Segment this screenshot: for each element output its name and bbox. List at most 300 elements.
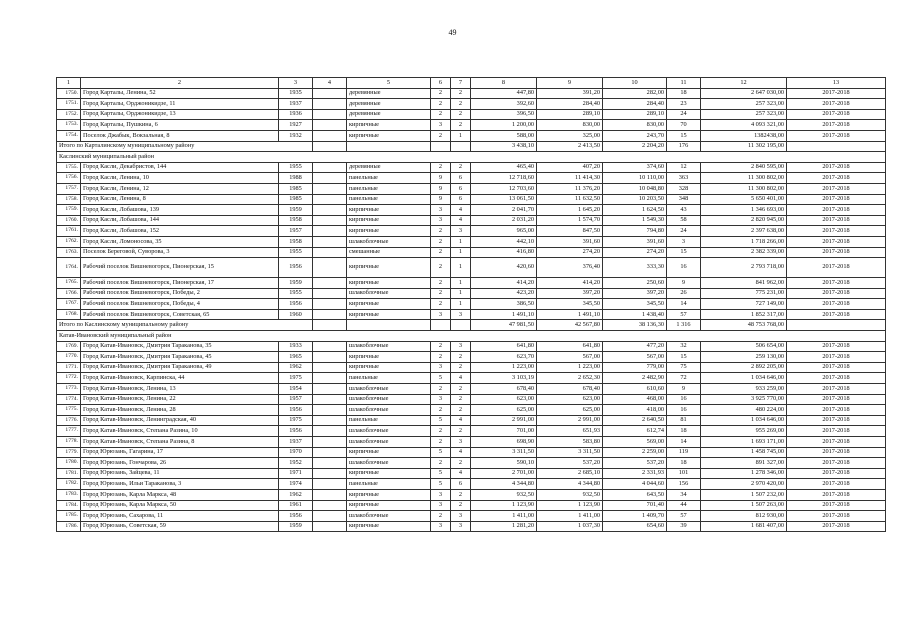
repair-cost-cell: 1 346 693,00	[701, 205, 787, 216]
row-index-cell: 1766.	[57, 288, 81, 299]
district-total-row	[57, 320, 886, 331]
floors-cell: 2	[431, 99, 451, 110]
year-commission-cell	[313, 384, 347, 395]
wall-material-cell: кирпичные	[347, 278, 431, 289]
residents-cell: 156	[667, 479, 701, 490]
total-area-cell: 625,00	[471, 405, 537, 416]
total-area-cell: 416,80	[471, 247, 537, 258]
address-cell: Рабочий поселок Вишневогорск, Советская, 65	[81, 309, 279, 320]
table-row	[57, 362, 886, 373]
residents-cell: 34	[667, 489, 701, 500]
floors-cell: 9	[431, 194, 451, 205]
residents-cell: 23	[667, 99, 701, 110]
column-number-cell: 11	[667, 78, 701, 89]
residents-cell: 15	[667, 352, 701, 363]
column-number-cell: 10	[603, 78, 667, 89]
wall-material-cell: кирпичные	[347, 226, 431, 237]
repair-cost-cell: 727 149,00	[701, 299, 787, 310]
period-cell: 2017-2018	[787, 341, 886, 352]
row-index-cell: 1752.	[57, 109, 81, 120]
period-cell: 2017-2018	[787, 384, 886, 395]
year-built-cell: 1985	[279, 183, 313, 194]
table-row	[57, 288, 886, 299]
residents-cell: 363	[667, 173, 701, 184]
floors-cell: 2	[431, 162, 451, 173]
period-cell: 2017-2018	[787, 226, 886, 237]
entrances-cell: 1	[451, 278, 471, 289]
wall-material-cell: кирпичные	[347, 120, 431, 131]
floors-cell: 3	[431, 362, 451, 373]
repair-cost-cell: 48 753 768,00	[701, 320, 787, 331]
row-index-cell: 1762.	[57, 236, 81, 247]
private-area-cell: 289,10	[603, 109, 667, 120]
address-cell: Город Юрюзань, Сахарова, 11	[81, 511, 279, 522]
entrances-cell: 3	[451, 511, 471, 522]
repair-cost-cell: 506 654,00	[701, 341, 787, 352]
year-built-cell: 1955	[279, 162, 313, 173]
floors-cell: 2	[431, 247, 451, 258]
entrances-cell: 1	[451, 236, 471, 247]
floors-cell: 2	[431, 299, 451, 310]
private-area-cell: 250,60	[603, 278, 667, 289]
living-area-cell: 932,50	[537, 489, 603, 500]
living-area-cell: 42 567,80	[537, 320, 603, 331]
private-area-cell: 2 640,50	[603, 415, 667, 426]
row-index-cell: 1768.	[57, 309, 81, 320]
table-row	[57, 447, 886, 458]
table-row	[57, 489, 886, 500]
wall-material-cell: панельные	[347, 415, 431, 426]
residents-cell: 57	[667, 309, 701, 320]
living-area-cell: 2 413,50	[537, 141, 603, 152]
period-cell: 2017-2018	[787, 120, 886, 131]
table-row	[57, 278, 886, 289]
private-area-cell: 418,00	[603, 405, 667, 416]
private-area-cell: 654,60	[603, 521, 667, 532]
residents-cell: 9	[667, 384, 701, 395]
floors-cell: 2	[431, 236, 451, 247]
empty-cell	[431, 141, 451, 152]
period-cell: 2017-2018	[787, 394, 886, 405]
private-area-cell: 1 549,30	[603, 215, 667, 226]
total-area-cell: 590,10	[471, 458, 537, 469]
year-built-cell: 1958	[279, 215, 313, 226]
period-cell: 2017-2018	[787, 447, 886, 458]
table-row	[57, 247, 886, 258]
living-area-cell: 3 311,50	[537, 447, 603, 458]
year-commission-cell	[313, 205, 347, 216]
repair-cost-cell: 1382438,00	[701, 130, 787, 141]
floors-cell: 5	[431, 479, 451, 490]
year-built-cell: 1975	[279, 415, 313, 426]
floors-cell: 2	[431, 458, 451, 469]
period-cell: 2017-2018	[787, 109, 886, 120]
private-area-cell: 2 331,93	[603, 468, 667, 479]
entrances-cell: 1	[451, 130, 471, 141]
private-area-cell: 2 204,20	[603, 141, 667, 152]
year-built-cell: 1975	[279, 373, 313, 384]
residents-cell: 3	[667, 236, 701, 247]
year-commission-cell	[313, 173, 347, 184]
row-index-cell: 1775.	[57, 405, 81, 416]
period-cell: 2017-2018	[787, 352, 886, 363]
private-area-cell: 779,00	[603, 362, 667, 373]
period-cell: 2017-2018	[787, 458, 886, 469]
table-row	[57, 479, 886, 490]
floors-cell: 2	[431, 511, 451, 522]
year-commission-cell	[313, 288, 347, 299]
table-row	[57, 215, 886, 226]
entrances-cell: 2	[451, 458, 471, 469]
floors-cell: 2	[431, 109, 451, 120]
entrances-cell: 4	[451, 447, 471, 458]
floors-cell: 2	[431, 405, 451, 416]
address-cell: Город Катав-Ивановск, Ленина, 13	[81, 384, 279, 395]
entrances-cell: 6	[451, 194, 471, 205]
row-index-cell: 1781.	[57, 468, 81, 479]
floors-cell: 2	[431, 88, 451, 99]
address-cell: Город Касли, Декабристов, 144	[81, 162, 279, 173]
district-section-row	[57, 152, 886, 163]
floors-cell: 9	[431, 183, 451, 194]
table-row	[57, 299, 886, 310]
total-area-cell: 1 123,90	[471, 500, 537, 511]
year-commission-cell	[313, 299, 347, 310]
total-area-cell: 414,20	[471, 278, 537, 289]
wall-material-cell: шлакоблочные	[347, 384, 431, 395]
wall-material-cell: шлакоблочные	[347, 394, 431, 405]
floors-cell: 3	[431, 489, 451, 500]
period-cell: 2017-2018	[787, 130, 886, 141]
repair-cost-cell: 1 034 646,00	[701, 415, 787, 426]
total-area-cell: 2 041,70	[471, 205, 537, 216]
row-index-cell: 1764.	[57, 258, 81, 278]
address-cell: Город Юрюзань, Советская, 59	[81, 521, 279, 532]
address-cell: Город Касли, Ленина, 8	[81, 194, 279, 205]
year-commission-cell	[313, 215, 347, 226]
entrances-cell: 2	[451, 162, 471, 173]
residents-cell: 44	[667, 500, 701, 511]
private-area-cell: 612,74	[603, 426, 667, 437]
wall-material-cell: кирпичные	[347, 299, 431, 310]
address-cell: Город Касли, Ленина, 10	[81, 173, 279, 184]
living-area-cell: 847,50	[537, 226, 603, 237]
year-built-cell: 1970	[279, 447, 313, 458]
residents-cell: 81	[667, 415, 701, 426]
repair-cost-cell: 1 507 232,00	[701, 489, 787, 500]
repair-cost-cell: 1 852 317,00	[701, 309, 787, 320]
year-commission-cell	[313, 109, 347, 120]
living-area-cell: 678,40	[537, 384, 603, 395]
year-built-cell: 1957	[279, 226, 313, 237]
living-area-cell: 2 652,30	[537, 373, 603, 384]
repair-cost-cell: 11 300 802,00	[701, 173, 787, 184]
year-built-cell: 1935	[279, 88, 313, 99]
table-row	[57, 109, 886, 120]
repair-cost-cell: 2 840 595,00	[701, 162, 787, 173]
address-cell: Рабочий поселок Вишневогорск, Пионерская, 15	[81, 258, 279, 278]
year-commission-cell	[313, 226, 347, 237]
year-commission-cell	[313, 468, 347, 479]
repair-cost-cell: 11 302 195,00	[701, 141, 787, 152]
entrances-cell: 4	[451, 415, 471, 426]
year-built-cell: 1952	[279, 458, 313, 469]
wall-material-cell: кирпичные	[347, 352, 431, 363]
address-cell: Город Катав-Ивановск, Карпинска, 44	[81, 373, 279, 384]
floors-cell: 5	[431, 373, 451, 384]
total-area-cell: 2 031,20	[471, 215, 537, 226]
living-area-cell: 11 414,30	[537, 173, 603, 184]
living-area-cell: 651,93	[537, 426, 603, 437]
period-cell: 2017-2018	[787, 479, 886, 490]
wall-material-cell: деревянные	[347, 88, 431, 99]
residents-cell: 348	[667, 194, 701, 205]
year-built-cell: 1974	[279, 479, 313, 490]
private-area-cell: 284,40	[603, 99, 667, 110]
year-built-cell: 1959	[279, 521, 313, 532]
empty-cell	[787, 141, 886, 152]
repair-cost-cell: 1 278 346,00	[701, 468, 787, 479]
entrances-cell: 2	[451, 394, 471, 405]
living-area-cell: 345,50	[537, 299, 603, 310]
entrances-cell: 4	[451, 468, 471, 479]
year-built-cell: 1985	[279, 194, 313, 205]
table-row	[57, 236, 886, 247]
year-built-cell: 1958	[279, 236, 313, 247]
year-built-cell: 1955	[279, 247, 313, 258]
column-number-cell: 1	[57, 78, 81, 89]
wall-material-cell: кирпичные	[347, 205, 431, 216]
repair-cost-cell: 812 930,00	[701, 511, 787, 522]
year-commission-cell	[313, 511, 347, 522]
year-built-cell: 1959	[279, 278, 313, 289]
floors-cell: 2	[431, 384, 451, 395]
year-commission-cell	[313, 247, 347, 258]
table-row	[57, 226, 886, 237]
residents-cell: 9	[667, 278, 701, 289]
private-area-cell: 397,20	[603, 288, 667, 299]
living-area-cell: 407,20	[537, 162, 603, 173]
private-area-cell: 567,00	[603, 352, 667, 363]
private-area-cell: 537,20	[603, 458, 667, 469]
row-index-cell: 1776.	[57, 415, 81, 426]
living-area-cell: 284,40	[537, 99, 603, 110]
address-cell: Город Касли, Лобашова, 144	[81, 215, 279, 226]
total-area-cell: 386,50	[471, 299, 537, 310]
year-built-cell: 1960	[279, 309, 313, 320]
address-cell: Город Карталы, Орджоникидзе, 11	[81, 99, 279, 110]
private-area-cell: 701,40	[603, 500, 667, 511]
row-index-cell: 1772.	[57, 373, 81, 384]
district-total-label: Итого по Карталинскому муниципальному району	[57, 141, 313, 152]
wall-material-cell: шлакоблочные	[347, 511, 431, 522]
floors-cell: 5	[431, 447, 451, 458]
year-commission-cell	[313, 426, 347, 437]
repair-cost-cell: 3 925 770,00	[701, 394, 787, 405]
total-area-cell: 965,00	[471, 226, 537, 237]
floors-cell: 3	[431, 309, 451, 320]
wall-material-cell: шлакоблочные	[347, 288, 431, 299]
table-row	[57, 415, 886, 426]
table-row	[57, 426, 886, 437]
total-area-cell: 3 438,10	[471, 141, 537, 152]
year-commission-cell	[313, 405, 347, 416]
living-area-cell: 274,20	[537, 247, 603, 258]
entrances-cell: 2	[451, 99, 471, 110]
table-row	[57, 373, 886, 384]
period-cell: 2017-2018	[787, 511, 886, 522]
entrances-cell: 6	[451, 479, 471, 490]
wall-material-cell: кирпичные	[347, 362, 431, 373]
row-index-cell: 1757.	[57, 183, 81, 194]
repair-cost-cell: 2 397 638,00	[701, 226, 787, 237]
wall-material-cell: шлакоблочные	[347, 426, 431, 437]
living-area-cell: 397,20	[537, 288, 603, 299]
year-commission-cell	[313, 521, 347, 532]
row-index-cell: 1765.	[57, 278, 81, 289]
entrances-cell: 2	[451, 352, 471, 363]
residents-cell: 18	[667, 458, 701, 469]
table-row	[57, 521, 886, 532]
living-area-cell: 11 632,50	[537, 194, 603, 205]
floors-cell: 2	[431, 437, 451, 448]
living-area-cell: 1 223,00	[537, 362, 603, 373]
repair-cost-cell: 11 300 802,00	[701, 183, 787, 194]
row-index-cell: 1778.	[57, 437, 81, 448]
year-commission-cell	[313, 373, 347, 384]
row-index-cell: 1751.	[57, 99, 81, 110]
period-cell: 2017-2018	[787, 236, 886, 247]
residents-cell: 57	[667, 511, 701, 522]
private-area-cell: 2 259,00	[603, 447, 667, 458]
empty-cell	[451, 141, 471, 152]
entrances-cell: 3	[451, 309, 471, 320]
row-index-cell: 1759.	[57, 205, 81, 216]
table-row	[57, 183, 886, 194]
address-cell: Город Карталы, Пушкина, 6	[81, 120, 279, 131]
year-built-cell: 1961	[279, 500, 313, 511]
private-area-cell: 10 110,00	[603, 173, 667, 184]
entrances-cell: 2	[451, 384, 471, 395]
residents-cell: 16	[667, 258, 701, 278]
entrances-cell: 3	[451, 341, 471, 352]
living-area-cell: 583,80	[537, 437, 603, 448]
wall-material-cell: шлакоблочные	[347, 437, 431, 448]
residents-cell: 32	[667, 341, 701, 352]
year-built-cell: 1936	[279, 109, 313, 120]
entrances-cell: 1	[451, 288, 471, 299]
floors-cell: 2	[431, 426, 451, 437]
entrances-cell: 2	[451, 109, 471, 120]
column-number-cell: 8	[471, 78, 537, 89]
entrances-cell: 6	[451, 173, 471, 184]
period-cell: 2017-2018	[787, 426, 886, 437]
housing-register-table	[56, 77, 886, 532]
year-commission-cell	[313, 447, 347, 458]
period-cell: 2017-2018	[787, 194, 886, 205]
repair-cost-cell: 1 681 407,00	[701, 521, 787, 532]
private-area-cell: 2 482,90	[603, 373, 667, 384]
row-index-cell: 1754.	[57, 130, 81, 141]
entrances-cell: 1	[451, 299, 471, 310]
wall-material-cell: кирпичные	[347, 447, 431, 458]
entrances-cell: 2	[451, 120, 471, 131]
table-row	[57, 205, 886, 216]
address-cell: Город Катав-Ивановск, Дмитрия Тараканова, 35	[81, 341, 279, 352]
year-commission-cell	[313, 341, 347, 352]
total-area-cell: 392,60	[471, 99, 537, 110]
district-total-row	[57, 141, 886, 152]
column-number-cell: 3	[279, 78, 313, 89]
row-index-cell: 1767.	[57, 299, 81, 310]
residents-cell: 72	[667, 373, 701, 384]
period-cell: 2017-2018	[787, 500, 886, 511]
repair-cost-cell: 5 650 401,00	[701, 194, 787, 205]
floors-cell: 3	[431, 205, 451, 216]
table-row	[57, 468, 886, 479]
year-built-cell: 1937	[279, 99, 313, 110]
floors-cell: 2	[431, 258, 451, 278]
private-area-cell: 1 438,40	[603, 309, 667, 320]
living-area-cell: 1 574,70	[537, 215, 603, 226]
period-cell: 2017-2018	[787, 99, 886, 110]
year-commission-cell	[313, 278, 347, 289]
column-number-cell: 4	[313, 78, 347, 89]
empty-cell	[431, 320, 451, 331]
repair-cost-cell: 259 130,00	[701, 352, 787, 363]
empty-cell	[787, 320, 886, 331]
total-area-cell: 1 491,10	[471, 309, 537, 320]
floors-cell: 2	[431, 226, 451, 237]
private-area-cell: 333,30	[603, 258, 667, 278]
period-cell: 2017-2018	[787, 247, 886, 258]
year-built-cell: 1937	[279, 437, 313, 448]
year-built-cell: 1956	[279, 511, 313, 522]
entrances-cell: 1	[451, 247, 471, 258]
repair-cost-cell: 775 231,00	[701, 288, 787, 299]
total-area-cell: 12 718,60	[471, 173, 537, 184]
year-commission-cell	[313, 258, 347, 278]
repair-cost-cell: 480 224,00	[701, 405, 787, 416]
year-built-cell: 1956	[279, 258, 313, 278]
address-cell: Город Катав-Ивановск, Степана Разина, 8	[81, 437, 279, 448]
year-built-cell: 1962	[279, 362, 313, 373]
living-area-cell: 625,00	[537, 405, 603, 416]
residents-cell: 26	[667, 288, 701, 299]
wall-material-cell: кирпичные	[347, 468, 431, 479]
row-index-cell: 1755.	[57, 162, 81, 173]
address-cell: Город Карталы, Орджоникидзе, 13	[81, 109, 279, 120]
table-row	[57, 130, 886, 141]
entrances-cell: 2	[451, 405, 471, 416]
repair-cost-cell: 257 323,00	[701, 99, 787, 110]
entrances-cell: 2	[451, 88, 471, 99]
period-cell: 2017-2018	[787, 468, 886, 479]
total-area-cell: 447,80	[471, 88, 537, 99]
living-area-cell: 289,10	[537, 109, 603, 120]
row-index-cell: 1777.	[57, 426, 81, 437]
period-cell: 2017-2018	[787, 521, 886, 532]
year-commission-cell	[313, 437, 347, 448]
private-area-cell: 374,60	[603, 162, 667, 173]
total-area-cell: 623,70	[471, 352, 537, 363]
column-number-cell: 9	[537, 78, 603, 89]
wall-material-cell: шлакоблочные	[347, 458, 431, 469]
repair-cost-cell: 2 647 030,00	[701, 88, 787, 99]
residents-cell: 119	[667, 447, 701, 458]
row-index-cell: 1763.	[57, 247, 81, 258]
district-heading: Катав-Ивановский муниципальный район	[57, 331, 886, 342]
